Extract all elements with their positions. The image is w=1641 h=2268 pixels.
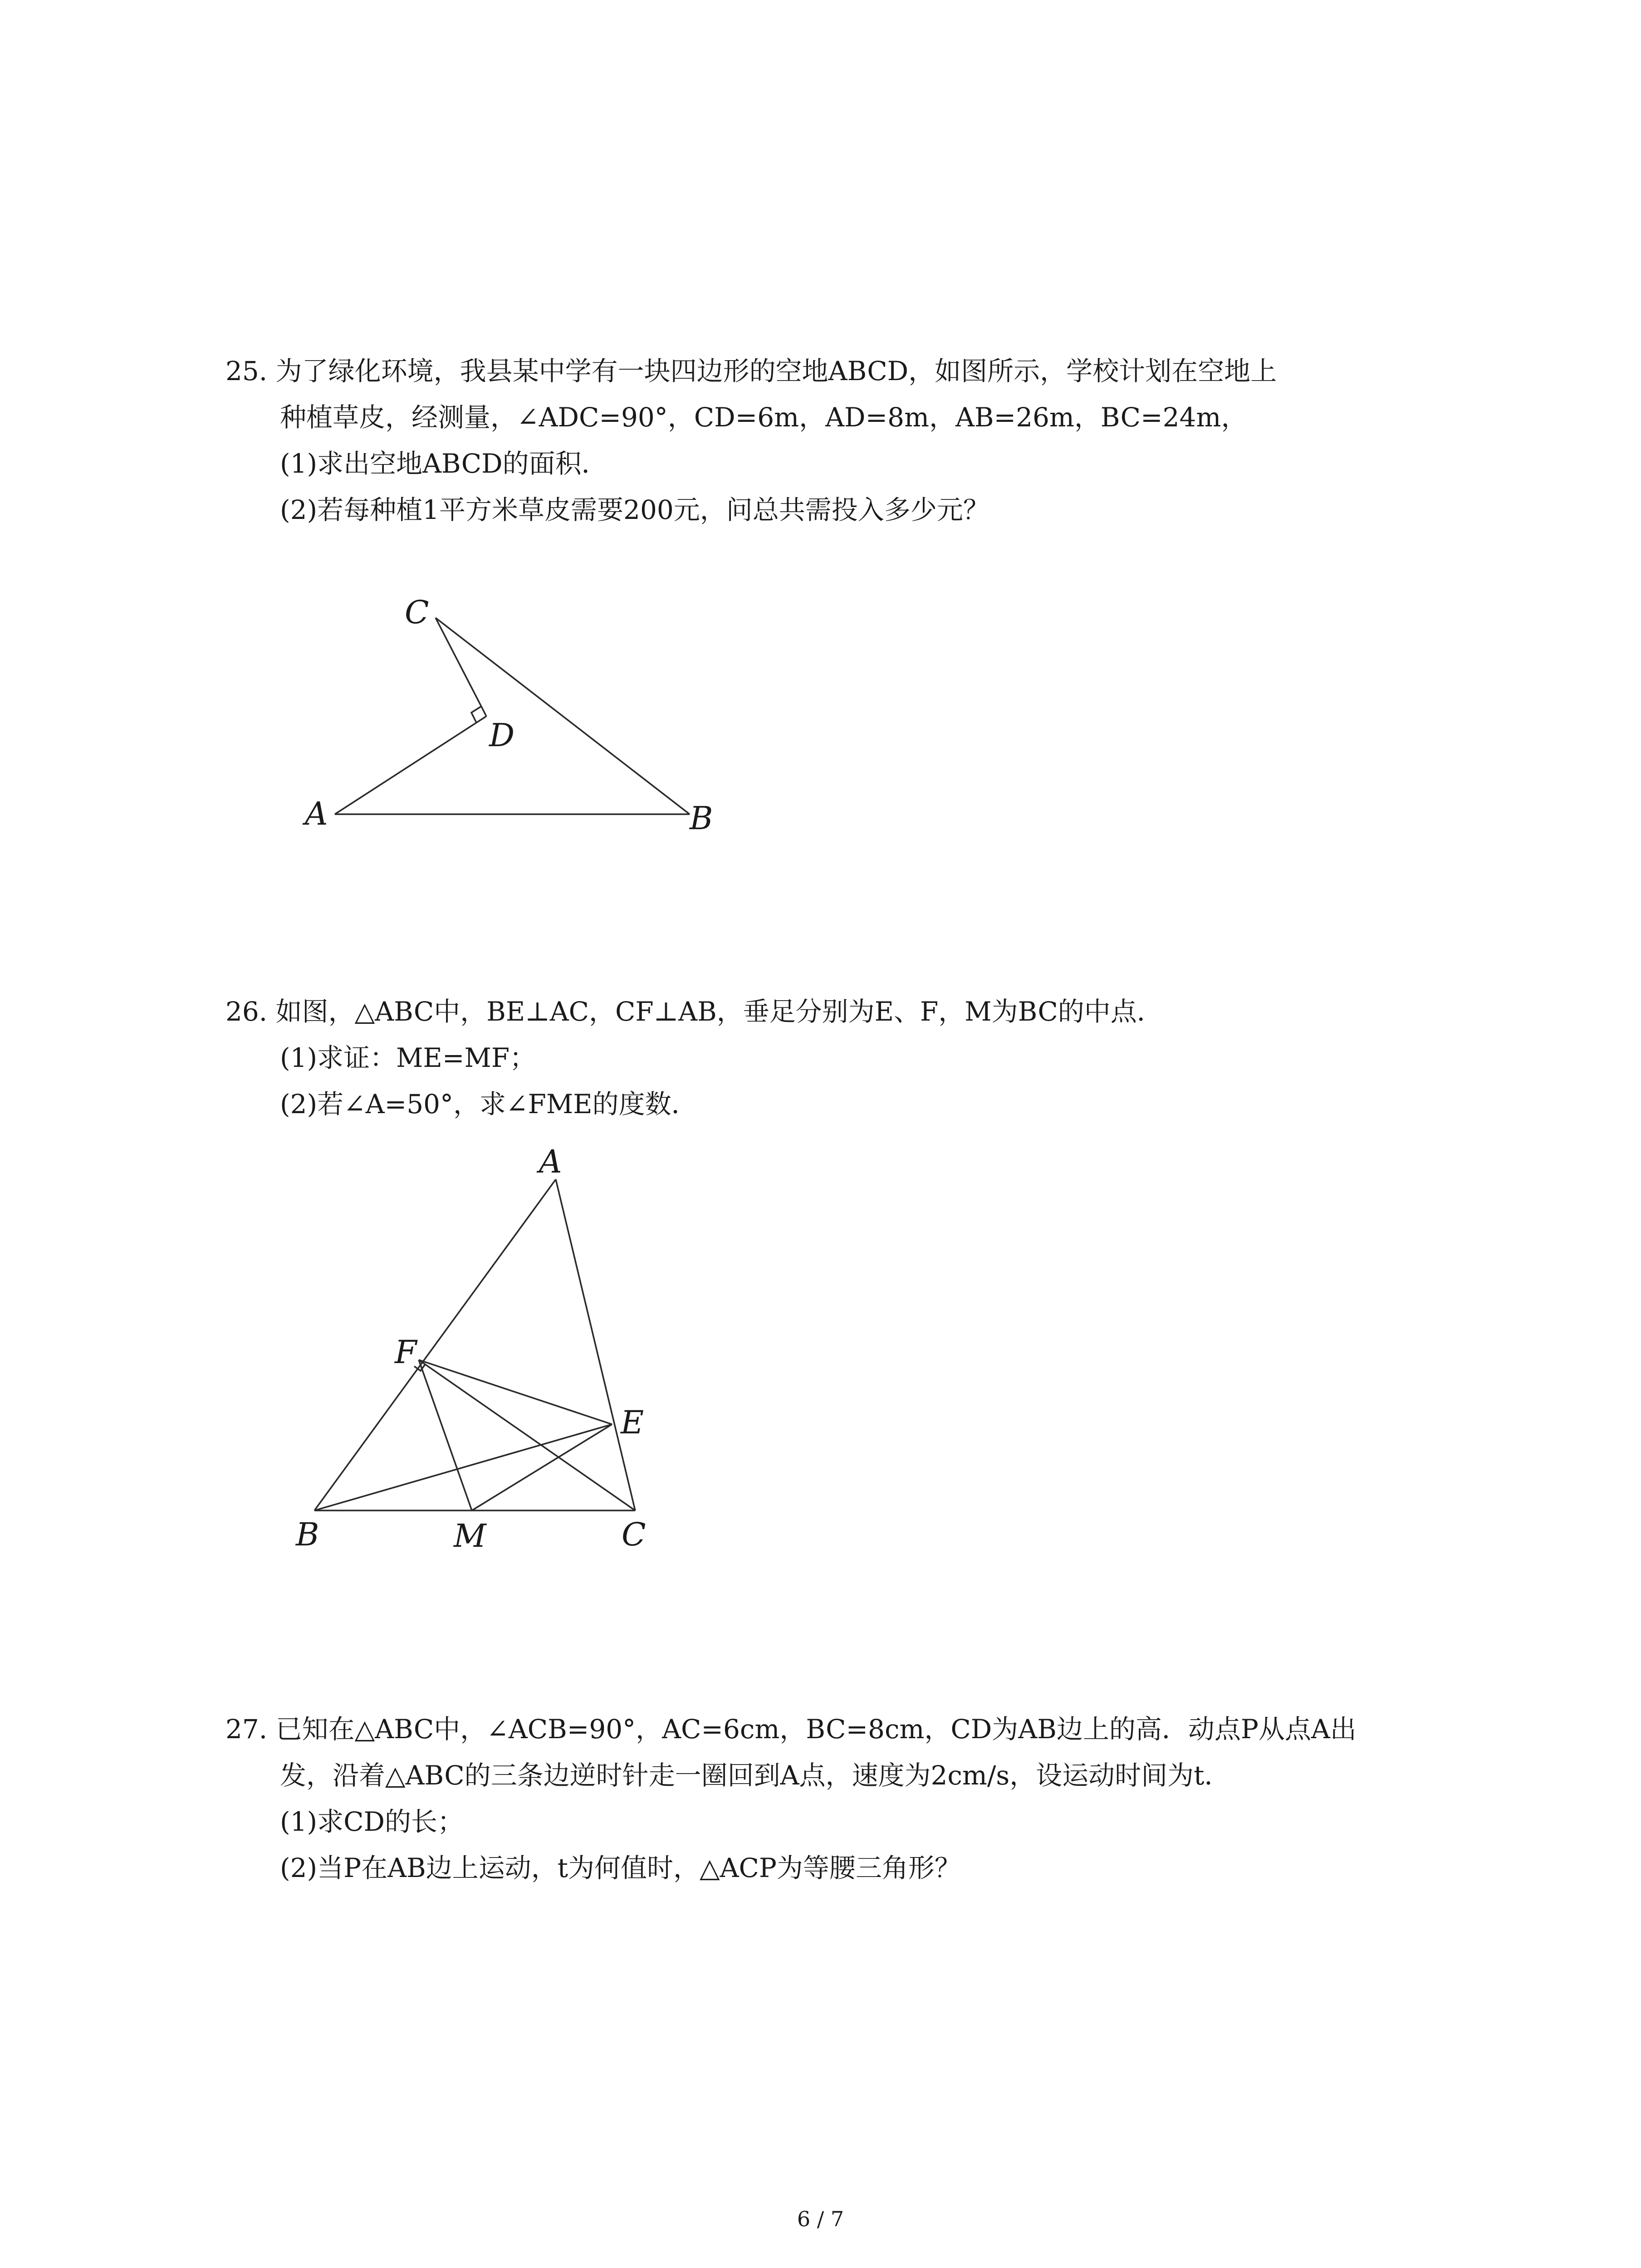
q26-label-C: C [622,1516,646,1553]
q26-stem-line1: 26. 如图，△ABC中，BE⊥AC，CF⊥AB，垂足分别为E、F，M为BC的中点． [225,996,1163,1027]
page-number: 6 / 7 [797,2207,844,2231]
q26-figure-svg [272,1134,726,1565]
q25-part2: (2)若每种植1平方米草皮需要200元，问总共需投入多少元？ [280,494,989,525]
q26-segment-FE [419,1360,612,1424]
q26-segment-BE [314,1424,612,1510]
q27-stem-line2: 发，沿着△ABC的三条边逆时针走一圈回到A点，速度为2cm/s，设运动时间为t． [280,1760,1231,1791]
q26-label-M: M [454,1517,486,1554]
q26-segment-FM [419,1360,472,1510]
q27-stem-line1: 27. 已知在△ABC中，∠ACB=90°，AC=6cm，BC=8cm，CD为AB边上的高．动点P从点A出 [225,1714,1357,1745]
q26-label-B: B [296,1516,319,1553]
q25-figure-svg [272,581,749,853]
q25-part1: (1)求出空地ABCD的面积． [280,448,608,479]
q26-label-F: F [395,1334,417,1371]
q26-label-E: E [621,1404,644,1441]
q27-part2: (2)当P在AB边上运动，t为何值时，△ACP为等腰三角形？ [280,1853,961,1883]
q25-label-D: D [489,717,515,754]
q25-label-A: A [305,795,328,832]
q25-edge-AD [335,716,486,814]
q26-edge-AB [314,1179,556,1510]
q25-edge-DC [436,618,486,716]
q25-stem-line1: 25. 为了绿化环境，我县某中学有一块四边形的空地ABCD，如图所示，学校计划在空地上 [225,356,1277,386]
q26-part1: (1)求证：ME=MF； [280,1042,536,1073]
q26-segment-ME [472,1424,612,1510]
q26-part2: (2)若∠A=50°，求∠FME的度数． [280,1089,698,1119]
q26-figure-triangle [272,1134,726,1565]
q25-label-C: C [405,594,429,631]
q25-stem-line2: 种植草皮，经测量，∠ADC=90°，CD=6m，AD=8m，AB=26m，BC=24m， [280,402,1248,433]
q26-edge-AC [556,1179,635,1510]
q26-segment-CF [419,1360,635,1510]
q25-figure-quadrilateral [272,581,749,853]
q27-part1: (1)求CD的长； [280,1806,464,1837]
q26-label-A: A [539,1143,562,1180]
q25-label-B: B [690,800,713,837]
